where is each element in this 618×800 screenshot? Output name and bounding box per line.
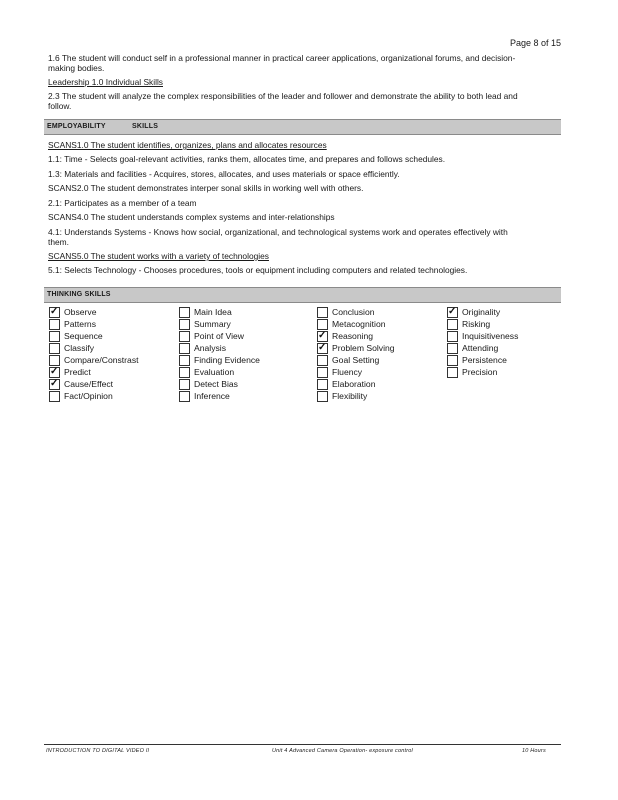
skill-label: Point of View [194, 331, 245, 341]
page-number: Page 8 of 15 [510, 38, 562, 48]
skill-label: Evaluation [194, 367, 235, 377]
skill-label: Fact/Opinion [64, 391, 113, 401]
skill-label: Problem Solving [332, 343, 395, 353]
scans-4-1-line1: 4.1: Understands Systems - Knows how social, organizational, and technological systems work and operates effectively with [48, 227, 508, 237]
unchecked-box-icon[interactable] [317, 391, 328, 402]
unchecked-box-icon[interactable] [49, 355, 60, 366]
skill-label: Cause/Effect [64, 379, 114, 389]
unchecked-box-icon[interactable] [317, 307, 328, 318]
employability-skills-bar [44, 119, 561, 135]
skill-label: Reasoning [332, 331, 374, 341]
checked-box-icon[interactable] [49, 367, 60, 378]
checked-box-icon[interactable] [49, 379, 60, 390]
skill-label: Sequence [64, 331, 103, 341]
checkmark-icon: ✓ [50, 378, 59, 389]
footer-rule [44, 744, 561, 745]
skill-label: Originality [462, 307, 501, 317]
unchecked-box-icon[interactable] [179, 367, 190, 378]
skill-label: Persistence [462, 355, 507, 365]
unchecked-box-icon[interactable] [317, 355, 328, 366]
checkmark-icon: ✓ [448, 306, 457, 317]
unchecked-box-icon[interactable] [179, 379, 190, 390]
skill-label: Predict [64, 367, 91, 377]
checkmark-icon: ✓ [318, 342, 327, 353]
skill-label: Detect Bias [194, 379, 238, 389]
unchecked-box-icon[interactable] [179, 355, 190, 366]
unchecked-box-icon[interactable] [179, 391, 190, 402]
unchecked-box-icon[interactable] [447, 343, 458, 354]
leadership-heading: Leadership 1.0 Individual Skills [48, 77, 163, 87]
scans-1-1: 1.1: Time - Selects goal-relevant activities, ranks them, allocates time, and prepares and follows schedules. [48, 154, 446, 164]
unchecked-box-icon[interactable] [447, 319, 458, 330]
skills-label: SKILLS [132, 123, 159, 130]
unchecked-box-icon[interactable] [317, 379, 328, 390]
checked-box-icon[interactable] [49, 307, 60, 318]
scans-5-1: 5.1: Selects Technology - Chooses procedures, tools or equipment including computers and related technologies. [48, 265, 468, 275]
unchecked-box-icon[interactable] [317, 319, 328, 330]
skill-label: Inquisitiveness [462, 331, 519, 341]
checked-box-icon[interactable] [317, 331, 328, 342]
checked-box-icon[interactable] [447, 307, 458, 318]
unchecked-box-icon[interactable] [49, 319, 60, 330]
skill-label: Classify [64, 343, 95, 353]
skill-label: Conclusion [332, 307, 375, 317]
footer-hours: 10 Hours [522, 748, 546, 754]
standard-1-6-line1: 1.6 The student will conduct self in a professional manner in practical career applications, organizational forums, and decision- [48, 53, 516, 63]
skill-label: Attending [462, 343, 499, 353]
skill-label: Precision [462, 367, 498, 377]
skill-label: Elaboration [332, 379, 376, 389]
skill-label: Risking [462, 319, 491, 329]
thinking-skills-label: THINKING SKILLS [47, 291, 111, 298]
checkmark-icon: ✓ [50, 366, 59, 377]
checkmark-icon: ✓ [318, 330, 327, 341]
standard-2-3-line2: follow. [48, 101, 72, 111]
skill-label: Fluency [332, 367, 363, 377]
unchecked-box-icon[interactable] [49, 391, 60, 402]
skill-label: Summary [194, 319, 231, 329]
unchecked-box-icon[interactable] [447, 367, 458, 378]
skill-label: Main Idea [194, 307, 232, 317]
scans-1-heading: SCANS1.0 The student identifies, organizes, plans and allocates resources [48, 140, 327, 150]
unchecked-box-icon[interactable] [447, 331, 458, 342]
employability-label: EMPLOYABILITY [47, 123, 106, 130]
unchecked-box-icon[interactable] [179, 331, 190, 342]
checkmark-icon: ✓ [50, 306, 59, 317]
scans-4-1-line2: them. [48, 237, 69, 247]
skill-label: Analysis [194, 343, 226, 353]
unchecked-box-icon[interactable] [179, 307, 190, 318]
scans-5-heading: SCANS5.0 The student works with a variety of technologies [48, 251, 269, 261]
skill-label: Finding Evidence [194, 355, 260, 365]
skill-label: Inference [194, 391, 230, 401]
skill-label: Compare/Constrast [64, 355, 139, 365]
unchecked-box-icon[interactable] [49, 343, 60, 354]
unchecked-box-icon[interactable] [49, 331, 60, 342]
scans-4-heading: SCANS4.0 The student understands complex systems and inter-relationships [48, 212, 335, 222]
skill-label: Patterns [64, 319, 97, 329]
footer-unit: Unit 4 Advanced Camera Operation- exposure control [272, 748, 413, 754]
footer-course: INTRODUCTION TO DIGITAL VIDEO II [46, 748, 150, 754]
skill-label: Observe [64, 307, 97, 317]
unchecked-box-icon[interactable] [317, 367, 328, 378]
checked-box-icon[interactable] [317, 343, 328, 354]
standard-1-6-line2: making bodies. [48, 63, 105, 73]
thinking-skills-bar [44, 287, 561, 303]
scans-1-3: 1.3: Materials and facilities - Acquires, stores, allocates, and uses materials or space efficiently. [48, 169, 400, 179]
scans-2-1: 2.1: Participates as a member of a team [48, 198, 197, 208]
standard-2-3-line1: 2.3 The student will analyze the complex responsibilities of the leader and follower and demonstrate the ability to both lead and [48, 91, 518, 101]
skill-label: Metacognition [332, 319, 386, 329]
scans-2-heading: SCANS2.0 The student demonstrates interper sonal skills in working well with others. [48, 183, 364, 193]
skill-label: Goal Setting [332, 355, 380, 365]
unchecked-box-icon[interactable] [447, 355, 458, 366]
unchecked-box-icon[interactable] [179, 319, 190, 330]
skill-label: Flexibility [332, 391, 368, 401]
unchecked-box-icon[interactable] [179, 343, 190, 354]
